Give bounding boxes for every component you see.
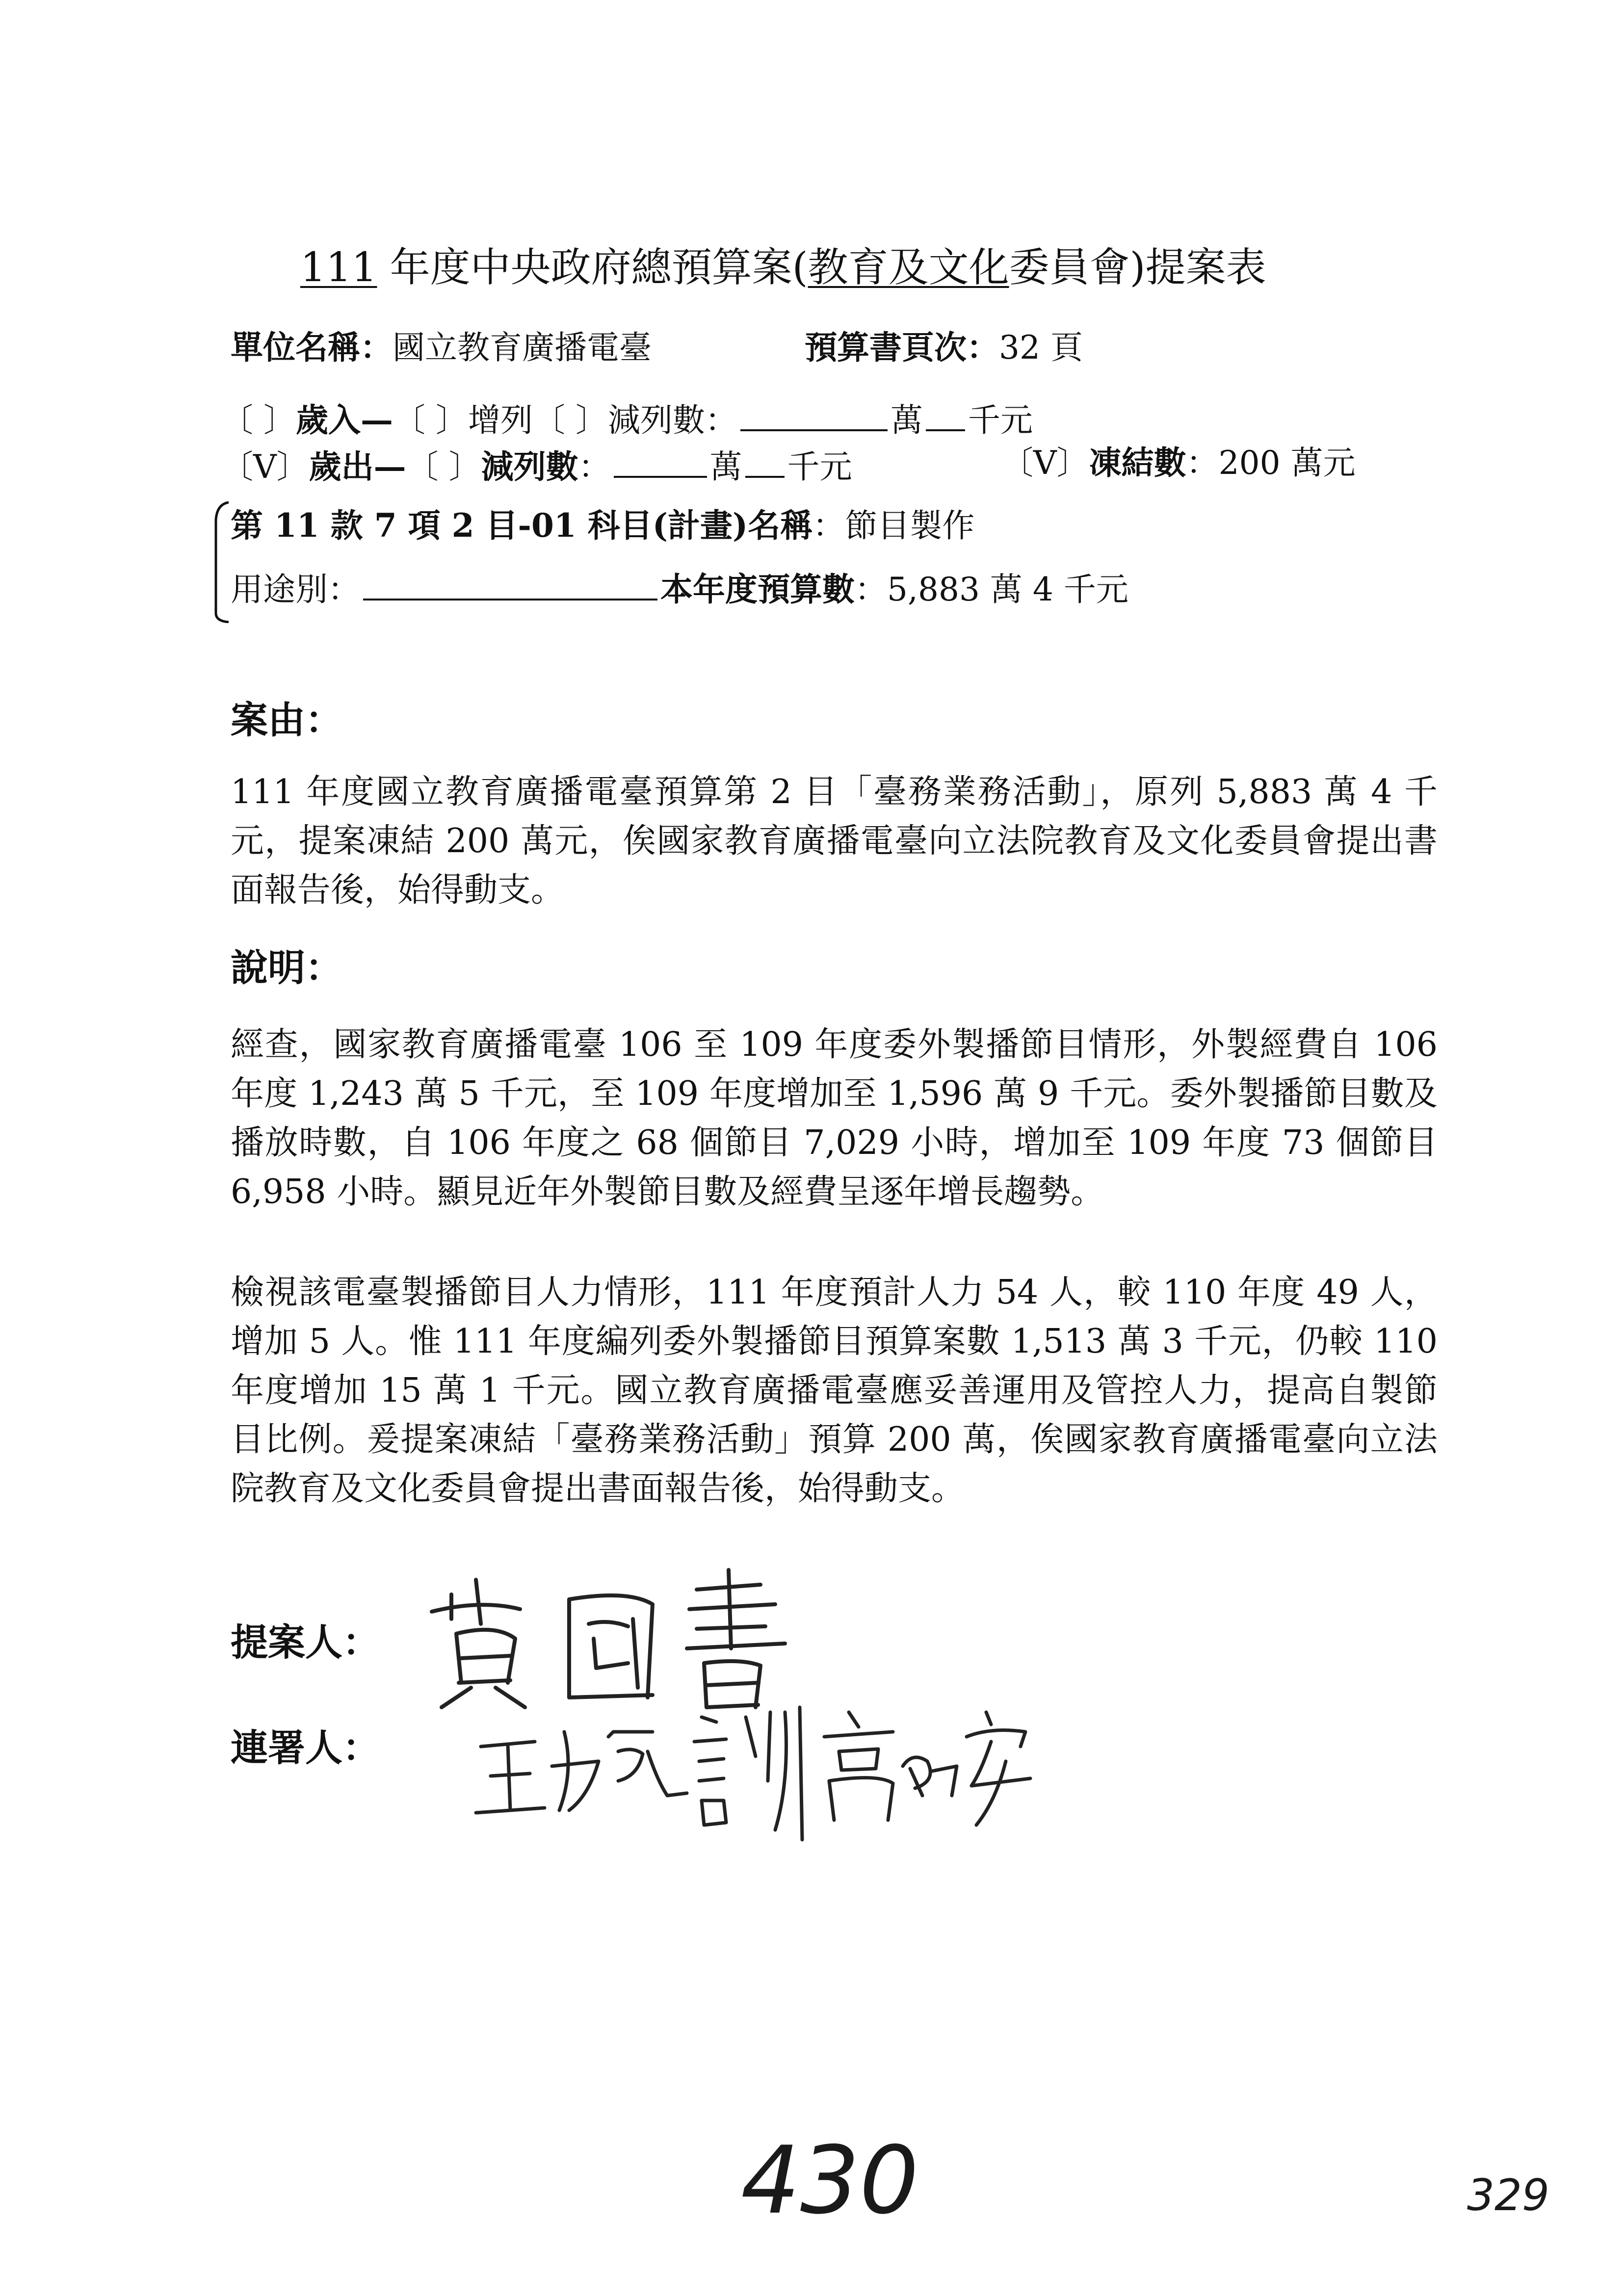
annual-budget-label: 本年度預算數 (660, 570, 855, 608)
revenue-line (221, 400, 1033, 437)
unit-line (231, 328, 652, 366)
reason-heading: 案由： (231, 698, 342, 742)
unit-label: 單位名稱： (231, 328, 393, 366)
cosigner-signatures (471, 1683, 1040, 1850)
subject-code: 第 11 款 7 項 2 目-01 科目(計畫)名稱 (231, 506, 813, 545)
expense-colon: ： (578, 448, 611, 486)
usage-label: 用途別： (231, 571, 360, 608)
title-committee: 教育及文化 (808, 244, 1009, 291)
page-number-stamp (736, 2129, 991, 2227)
proposer-label: 提案人： (231, 1620, 380, 1664)
revenue-unit-wan: 萬 (890, 401, 923, 439)
explanation-block-2 (231, 1268, 1438, 1513)
expense-reduce-checkbox: 〔 〕 (406, 448, 481, 486)
revenue-qian-blank (926, 400, 965, 431)
usage-blank (363, 569, 657, 600)
document-title (300, 244, 1266, 291)
expense-reduce-label: 減列數 (481, 447, 578, 486)
subject-colon: ： (812, 507, 845, 545)
revenue-wan-blank (740, 400, 888, 431)
expense-line (221, 446, 852, 486)
reason-text (231, 768, 1438, 915)
budget-page-label: 預算書頁次： (805, 328, 999, 366)
title-end: 委員會)提案表 (1009, 244, 1266, 291)
expense-unit-qian: 千元 (787, 448, 852, 486)
cosigner-label: 連署人： (231, 1726, 380, 1770)
revenue-checkbox: 〔 〕 (221, 401, 296, 439)
expense-label: 歲出— (309, 447, 406, 486)
revenue-unit-qian: 千元 (968, 401, 1033, 439)
page-number-text: 430 (741, 2129, 919, 2227)
explanation-paragraph-1: 經查，國家教育廣播電臺 106 至 109 年度委外製播節目情形，外製經費自 106 年度 1,243 萬 5 千元，至 109 年度增加至 1,596 萬 9 千元。委外製播節目數及播放時數，自 106 年度之 68 個節目 7,029 小時，增加至 109 年度 73 個節目 6,958 小時。顯見近年外製節目數及經費呈逐年增長趨勢。 (231, 1025, 1438, 1211)
usage-line (231, 569, 1128, 606)
expense-checkbox: 〔V〕 (221, 448, 309, 486)
revenue-increase-label: 〔 〕增列〔 〕減列數： (393, 401, 737, 439)
explanation-block-1 (231, 1020, 1438, 1217)
subject-name: 節目製作 (845, 507, 975, 545)
reason-paragraph: 111 年度國立教育廣播電臺預算第 2 目「臺務業務活動」，原列 5,883 萬 4 千元，提案凍結 200 萬元，俟國家教育廣播電臺向立法院教育及文化委員會提出書面報告後，始得動支。 (231, 773, 1438, 910)
annual-budget-value: ：5,883 萬 4 千元 (855, 571, 1128, 608)
freeze-value: ：200 萬元 (1186, 444, 1356, 482)
explanation-paragraph-2: 檢視該電臺製播節目人力情形，111 年度預計人力 54 人，較 110 年度 49 人，增加 5 人。惟 111 年度編列委外製播節目預算案數 1,513 萬 3 千元，仍較 110 年度增加 15 萬 1 千元。國立教育廣播電臺應妥善運用及管控人力，提高自製節目比例。爰提案凍結「臺務業務活動」預算 200 萬，俟國家教育廣播電臺向立法院教育及文化委員會提出書面報告後，始得動支。 (231, 1273, 1438, 1508)
expense-qian-blank (745, 446, 785, 478)
subject-line (231, 506, 975, 545)
budget-page-line (805, 328, 1083, 366)
title-mid: 年度中央政府總預算案( (377, 244, 808, 291)
revenue-label: 歲入— (295, 401, 393, 439)
expense-wan-blank (614, 446, 707, 478)
corner-number-stamp (1467, 2168, 1550, 2222)
expense-unit-wan: 萬 (709, 448, 742, 486)
unit-value: 國立教育廣播電臺 (393, 329, 652, 366)
corner-number-text: 329 (1467, 2170, 1549, 2220)
freeze-line (1001, 444, 1356, 482)
freeze-checkbox: 〔V〕 (1001, 444, 1089, 482)
left-brace (210, 500, 230, 623)
budget-page-value: 32 頁 (999, 329, 1083, 366)
explanation-heading: 說明： (231, 946, 342, 990)
freeze-label: 凍結數 (1089, 444, 1186, 482)
title-year: 111 (300, 244, 377, 291)
